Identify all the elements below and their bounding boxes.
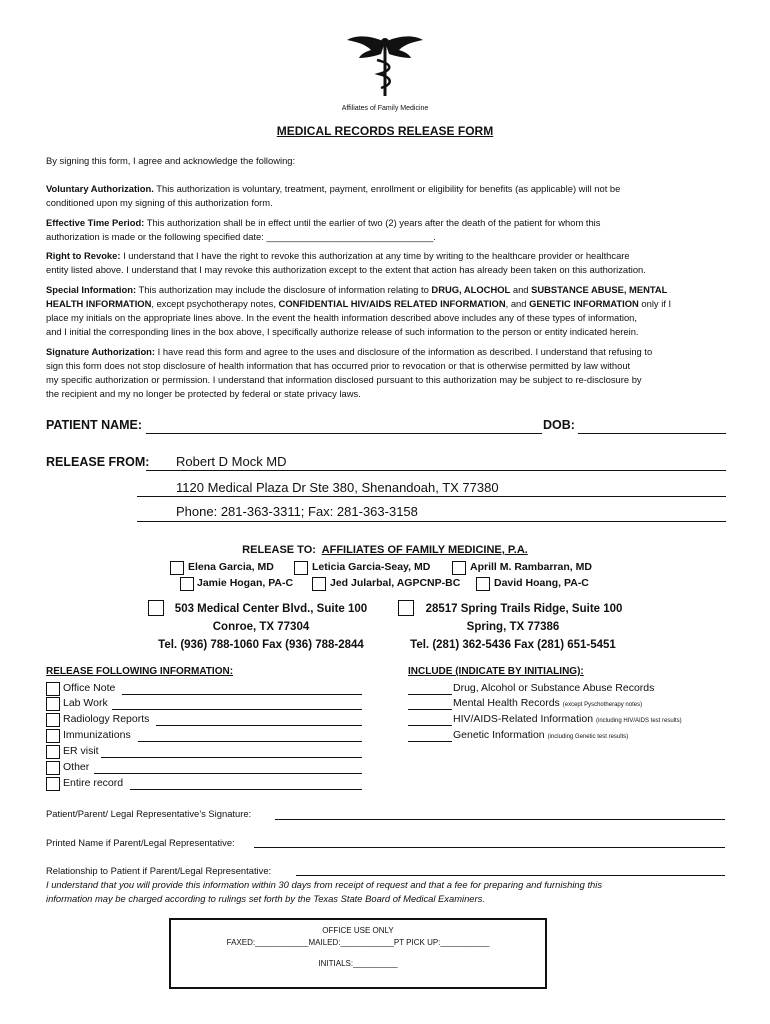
other-line[interactable] — [94, 773, 362, 774]
release-from-line1[interactable] — [146, 470, 726, 471]
location-conroe — [146, 600, 376, 654]
provider-garcia: Elena Garcia, MD — [188, 561, 274, 573]
release-info-header: RELEASE FOLLOWING INFORMATION: — [46, 666, 234, 677]
signature-auth-line2: sign this form does not stop disclosure of health information that has occurred prior to revocation or that is otherwise permitted by law without — [46, 360, 631, 371]
release-from-address: 1120 Medical Plaza Dr Ste 380, Shenandoah, TX 77380 — [176, 480, 499, 495]
effective-label: Effective Time Period: — [46, 217, 145, 228]
radiology-line[interactable] — [156, 725, 362, 726]
release-from-phone: Phone: 281-363-3311; Fax: 281-363-3158 — [176, 504, 418, 519]
initial-line-genetic[interactable] — [408, 741, 452, 742]
voluntary-paragraph — [46, 182, 736, 210]
effective-paragraph — [46, 216, 736, 244]
revoke-line2: entity listed above. I understand that I may revoke this authorization except to the extent that action has already been taken on this authorization. — [46, 264, 646, 275]
immunizations-line[interactable] — [138, 741, 362, 742]
patient-name-field[interactable] — [146, 433, 542, 434]
release-from-line2[interactable] — [137, 496, 726, 497]
notice-text — [46, 878, 736, 906]
caduceus-icon — [335, 34, 435, 98]
notice-line2: information may be charged according to rulings set forth by the Texas State Board of Medical Examiners. — [46, 893, 485, 904]
provider-hoang: David Hoang, PA-C — [494, 577, 589, 589]
special-line3: place my initials on the appropriate lines above. In the event the health information described above includes any of these types of information, — [46, 312, 637, 323]
signature-auth-paragraph — [46, 345, 736, 401]
office-use-row — [171, 938, 545, 947]
release-to-label: RELEASE TO: — [242, 544, 316, 556]
initial-line-hiv[interactable] — [408, 725, 452, 726]
include-mental-label — [453, 697, 642, 709]
location-spring-phone: Tel. (281) 362-5436 Fax (281) 651-5451 — [410, 639, 616, 651]
other-checkbox[interactable] — [46, 761, 60, 775]
provider-rambarran: Aprill M. Rambarran, MD — [470, 561, 592, 573]
provider-garcia-seay: Leticia Garcia-Seay, MD — [312, 561, 431, 573]
entire-record-checkbox[interactable] — [46, 777, 60, 791]
initial-line-drug[interactable] — [408, 694, 452, 695]
provider-checkbox-hoang[interactable] — [476, 577, 490, 591]
signature-auth-line1: I have read this form and agree to the uses and disclosure of the information as described. I understand that refusing to — [155, 346, 653, 357]
include-mental-text: Mental Health Records — [453, 697, 560, 709]
other-label: Other — [63, 761, 90, 773]
effective-line1: This authorization shall be in effect until the earlier of two (2) years after the death of the patient for whom this — [144, 217, 601, 228]
include-genetic-text: Genetic Information — [453, 729, 545, 741]
dob-field[interactable] — [578, 433, 726, 434]
radiology-checkbox[interactable] — [46, 713, 60, 727]
faxed-field[interactable]: FAXED:____________ — [226, 938, 309, 947]
logo — [335, 34, 435, 110]
release-to-heading — [0, 544, 770, 556]
office-use-title: OFFICE USE ONLY — [322, 926, 394, 935]
location-conroe-city: Conroe, TX 77304 — [212, 621, 310, 633]
er-visit-line[interactable] — [101, 757, 362, 758]
signature-field[interactable] — [275, 819, 725, 820]
special-text: , except psychotherapy notes, — [151, 298, 279, 309]
initials-field[interactable]: INITIALS:__________ — [318, 959, 398, 968]
release-from-line3[interactable] — [137, 521, 726, 522]
release-from-label: RELEASE FROM: — [46, 455, 150, 469]
radiology-label: Radiology Reports — [63, 713, 150, 725]
special-text: and — [510, 284, 532, 295]
office-use-box — [169, 918, 547, 989]
logo-caption: Affiliates of Family Medicine — [341, 105, 429, 112]
printed-name-field[interactable] — [254, 847, 725, 848]
signature-auth-line4: the recipient and my no longer be protected by federal or state privacy laws. — [46, 388, 361, 399]
release-from-name: Robert D Mock MD — [176, 454, 287, 469]
special-text: , and — [505, 298, 530, 309]
voluntary-label: Voluntary Authorization. — [46, 183, 154, 194]
include-hiv-label — [453, 713, 682, 725]
special-label: Special Information: — [46, 284, 137, 295]
special-keyword: DRUG, ALOCHOL — [431, 284, 511, 295]
immunizations-label: Immunizations — [63, 729, 131, 741]
relationship-field[interactable] — [296, 875, 725, 876]
signature-label: Patient/Parent/ Legal Representative’s Signature: — [46, 808, 252, 819]
lab-work-line[interactable] — [112, 709, 362, 710]
special-keyword: HEALTH INFORMATION — [46, 298, 152, 309]
er-visit-checkbox[interactable] — [46, 745, 60, 759]
location-conroe-address: 503 Medical Center Blvd., Suite 100 — [174, 603, 368, 615]
patient-name-label: PATIENT NAME: — [46, 418, 143, 432]
initial-line-mental[interactable] — [408, 709, 452, 710]
release-to-org: AFFILIATES OF FAMILY MEDICINE, P.A. — [321, 544, 528, 556]
office-note-label: Office Note — [63, 682, 116, 694]
provider-checkbox-garcia-seay[interactable] — [294, 561, 308, 575]
revoke-line1: I understand that I have the right to revoke this authorization at any time by writing to the healthcare provider or healthcare — [120, 250, 630, 261]
notice-line1: I understand that you will provide this information within 30 days from receipt of request and that a fee for preparing and furnishing this — [46, 879, 603, 890]
revoke-label: Right to Revoke: — [46, 250, 121, 261]
immunizations-checkbox[interactable] — [46, 729, 60, 743]
provider-jularbal: Jed Jularbal, AGPCNP-BC — [330, 577, 461, 589]
signature-auth-line3: my specific authorization or permission. I understand that information disclosed pursuant to this authorization may be subject to re-disclosure by — [46, 374, 642, 385]
intro-text: By signing this form, I agree and acknowledge the following: — [46, 155, 296, 166]
include-genetic-note: (including Genetic test results) — [547, 734, 629, 740]
voluntary-line2: conditioned upon my signing of this authorization form. — [46, 197, 273, 208]
provider-hogan: Jamie Hogan, PA-C — [197, 577, 294, 589]
office-note-checkbox[interactable] — [46, 682, 60, 696]
include-hiv-note: (including HIV/AIDS test results) — [595, 718, 682, 724]
signature-auth-label: Signature Authorization: — [46, 346, 156, 357]
voluntary-line1: This authorization is voluntary, treatment, payment, enrollment or eligibility for benefits (as applicable) will not be — [153, 183, 621, 194]
printed-name-label: Printed Name if Parent/Legal Representative: — [46, 837, 235, 848]
dob-label: DOB: — [543, 418, 575, 432]
location-spring-city: Spring, TX 77386 — [466, 621, 560, 633]
form-title: MEDICAL RECORDS RELEASE FORM — [276, 124, 494, 138]
revoke-paragraph — [46, 249, 736, 277]
location-spring-address: 28517 Spring Trails Ridge, Suite 100 — [425, 603, 623, 615]
relationship-label: Relationship to Patient if Parent/Legal Representative: — [46, 865, 272, 876]
provider-checkbox-jularbal[interactable] — [312, 577, 326, 591]
lab-work-checkbox[interactable] — [46, 697, 60, 711]
special-keyword: GENETIC INFORMATION — [529, 298, 639, 309]
mailed-field[interactable]: MAILED:____________ — [308, 938, 394, 947]
include-header: INCLUDE (INDICATE BY INITIALING): — [408, 666, 584, 677]
location-conroe-phone: Tel. (936) 788-1060 Fax (936) 788-2844 — [158, 639, 364, 651]
include-hiv-text: HIV/AIDS-Related Information — [453, 713, 594, 725]
location-spring — [393, 600, 633, 654]
special-keyword: SUBSTANCE ABUSE, MENTAL — [531, 284, 668, 295]
lab-work-label: Lab Work — [63, 697, 108, 709]
provider-checkbox-rambarran[interactable] — [452, 561, 466, 575]
effective-line2: authorization is made or the following specified date: ________________________________. — [46, 231, 436, 242]
include-genetic-label — [453, 729, 628, 741]
special-line4: and I initial the corresponding lines in the box above, I specifically authorize release of such information to the person or entity indicated herein. — [46, 326, 639, 337]
special-text: This authorization may include the disclosure of information relating to — [136, 284, 432, 295]
special-keyword: CONFIDENTIAL HIV/AIDS RELATED INFORMATION — [278, 298, 506, 309]
pickup-field[interactable]: PT PICK UP:___________ — [393, 938, 490, 947]
er-visit-label: ER visit — [63, 745, 99, 757]
include-drug-label: Drug, Alcohol or Substance Abuse Records — [453, 682, 655, 694]
entire-record-line[interactable] — [130, 789, 362, 790]
include-mental-note: (except Pyschotherapy notes) — [562, 702, 643, 708]
special-paragraph — [46, 283, 736, 339]
office-note-line[interactable] — [122, 694, 362, 695]
special-text: only if I — [638, 298, 672, 309]
entire-record-label: Entire record — [63, 777, 124, 789]
provider-checkbox-hogan[interactable] — [180, 577, 194, 591]
provider-checkbox-garcia[interactable] — [170, 561, 184, 575]
